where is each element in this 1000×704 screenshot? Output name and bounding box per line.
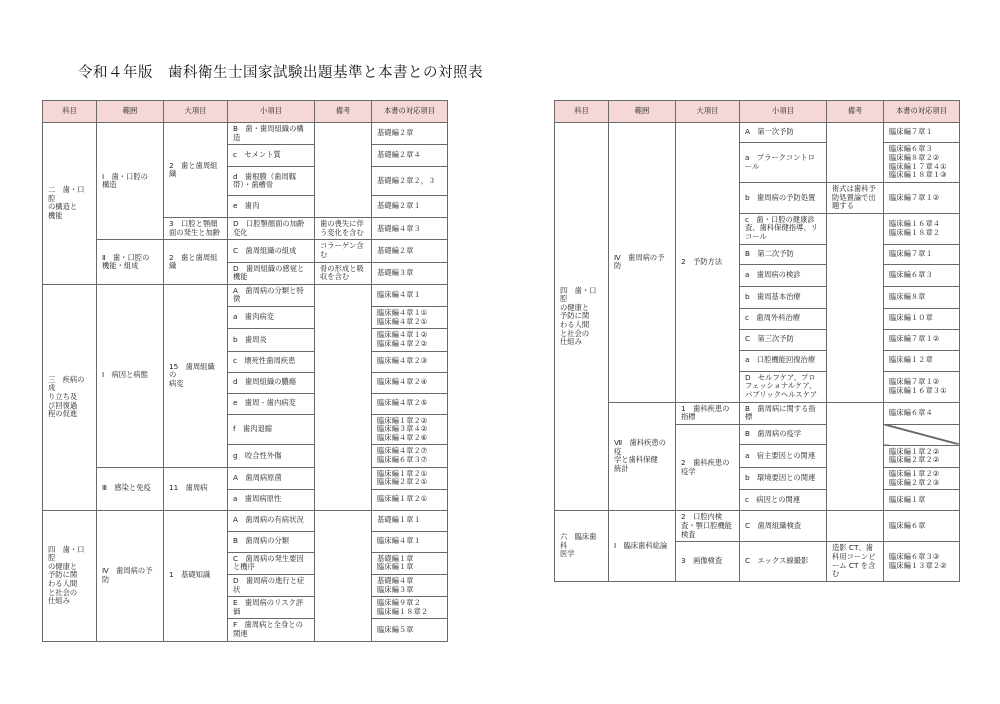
ref-cell: 臨床編７章１② (884, 183, 960, 214)
ref-cell: 基礎編４章３ (372, 218, 448, 240)
ref-cell: 基礎編１章１ (372, 510, 448, 531)
header-minor: 小項目 (740, 101, 827, 123)
major-cell: 11 歯周病 (164, 467, 228, 510)
note-cell: 歯の喪失に伴う変化を含む (315, 218, 372, 240)
minor-cell: a 歯周病原性 (228, 489, 315, 510)
ref-cell: 臨床編１章２② 臨床編２章２② (884, 445, 960, 467)
minor-cell: c 歯・口腔の健康診査、歯科保健指導、リコール (740, 213, 827, 244)
ref-cell: 臨床編６章４ (884, 402, 960, 424)
note-cell (827, 511, 884, 542)
note-cell (827, 402, 884, 511)
note-cell: 造影 CT、歯科用コーンビーム CT を含む (827, 542, 884, 581)
header-subject: 科目 (43, 101, 97, 123)
ref-cell: 基礎編２章２，３ (372, 167, 448, 196)
subject-cell: 三 疾病の成 り立ち及 び回復過 程の促進 (43, 284, 97, 510)
minor-cell: B 歯周病の疫学 (740, 424, 827, 444)
ref-cell: 臨床編５章 (372, 619, 448, 641)
ref-cell: 臨床編１０章 (884, 308, 960, 329)
minor-cell: c 壊死性歯周疾患 (228, 351, 315, 372)
subject-cell: 四 歯・口腔 の健康と 予防に関 わる人間 と社会の 仕組み (555, 123, 609, 511)
subject-cell: 二 歯・口腔 の構造と 機能 (43, 123, 97, 285)
ref-cell: 臨床編１６章４ 臨床編１８章２ (884, 213, 960, 244)
minor-cell: c セメント質 (228, 145, 315, 167)
ref-cell: 臨床編７章１② (884, 329, 960, 350)
note-cell (827, 213, 884, 402)
ref-cell: 臨床編４章２③ (372, 351, 448, 372)
ref-cell: 基礎編３章 (372, 262, 448, 284)
range-cell: Ⅳ 歯周病の予防 (97, 510, 164, 641)
major-cell: 2 歯と歯周組織 (164, 240, 228, 284)
major-cell: 2 口腔内検査・顎口腔機能検査 (676, 511, 740, 542)
minor-cell: d 歯周組織の膿瘍 (228, 372, 315, 393)
minor-cell: A 第一次予防 (740, 123, 827, 143)
note-cell (315, 123, 372, 218)
header-range: 範囲 (609, 101, 676, 123)
minor-cell: a プラークコントロール (740, 143, 827, 183)
minor-cell: F 歯周病と全身との関連 (228, 619, 315, 641)
minor-cell: b 歯周病の予防処置 (740, 183, 827, 214)
ref-cell: 臨床編４章２⑦ 臨床編６章３⑦ (372, 445, 448, 467)
minor-cell: c 病因との関連 (740, 490, 827, 511)
page-title: 令和４年版 歯科衛生士国家試験出題基準と本書との対照表 (78, 65, 483, 81)
ref-cell: 基礎編２章 (372, 123, 448, 145)
minor-cell: D セルフケア、プロフェッショナルケア、パブリックヘルスケア (740, 371, 827, 402)
range-cell: Ⅲ 感染と免疫 (97, 467, 164, 510)
minor-cell: B 第二次予防 (740, 244, 827, 264)
ref-cell: 臨床編７章１② 臨床編１６章３① (884, 371, 960, 402)
minor-cell: e 歯周 - 歯内病変 (228, 393, 315, 414)
minor-cell: B 歯・歯周組織の構造 (228, 123, 315, 145)
header-minor: 小項目 (228, 101, 315, 123)
minor-cell: b 歯周基本治療 (740, 286, 827, 308)
ref-cell: 臨床編１章２① 臨床編２章２① (372, 467, 448, 489)
minor-cell: c 歯周外科治療 (740, 308, 827, 329)
header-range: 範囲 (97, 101, 164, 123)
minor-cell: B 歯周病に関する指標 (740, 402, 827, 424)
minor-cell: C 歯周組織検査 (740, 511, 827, 542)
range-cell: Ⅰ 臨床歯科総論 (609, 511, 676, 581)
minor-cell: A 歯周病の有病状況 (228, 510, 315, 531)
minor-cell: a 歯肉病変 (228, 307, 315, 329)
ref-cell: 臨床編７章１ (884, 123, 960, 143)
minor-cell: C エックス線撮影 (740, 542, 827, 581)
ref-cell: 臨床編１章 (884, 490, 960, 511)
ref-cell: 基礎編２章 (372, 240, 448, 262)
ref-cell: 臨床編８章 (884, 286, 960, 308)
minor-cell: A 歯周病原菌 (228, 467, 315, 489)
minor-cell: D 口腔顎顔面の加齢変化 (228, 218, 315, 240)
ref-cell: 臨床編６章３③ 臨床編１３章２② (884, 542, 960, 581)
ref-cell: 臨床編６章３ 臨床編８章２② 臨床編１７章４① 臨床編１８章１③ (884, 143, 960, 183)
ref-cell: 基礎編４章 臨床編３章 (372, 575, 448, 597)
minor-cell: E 歯周病のリスク評価 (228, 597, 315, 619)
note-cell: 術式は歯科予防処置論で出題する (827, 183, 884, 214)
ref-cell: 基礎編１章 臨床編１章 (372, 552, 448, 574)
ref-cell: 臨床編６章３ (884, 264, 960, 286)
subject-cell: 四 歯・口腔 の健康と 予防に関 わる人間 と社会の 仕組み (43, 510, 97, 641)
ref-cell: 臨床編１章２② 臨床編３章４② 臨床編４章２⑥ (372, 414, 448, 445)
subject-cell: 六 臨床歯科 医学 (555, 511, 609, 581)
major-cell: 15 歯周組織の 病変 (164, 284, 228, 467)
major-cell: 3 画像検査 (676, 542, 740, 581)
minor-cell: C 歯周病の発生要因と機序 (228, 552, 315, 574)
header-subject: 科目 (555, 101, 609, 123)
major-cell: 3 口腔と顎顔面の発生と加齢 (164, 218, 228, 240)
header-note: 備考 (315, 101, 372, 123)
minor-cell: D 歯周病の進行と症状 (228, 575, 315, 597)
ref-cell: 臨床編１章２① (372, 489, 448, 510)
ref-cell: 臨床編４章２⑤ (372, 393, 448, 414)
ref-cell: 臨床編４章１ (372, 531, 448, 552)
minor-cell: a 口腔機能回復治療 (740, 350, 827, 371)
major-cell: 2 予防方法 (676, 123, 740, 403)
range-cell: Ⅰ 歯・口腔の 構造 (97, 123, 164, 240)
ref-cell: 臨床編４章１ (372, 284, 448, 306)
major-cell: 1 基礎知識 (164, 510, 228, 641)
minor-cell: B 歯周病の分類 (228, 531, 315, 552)
blank-ref-cell (884, 424, 960, 445)
major-cell: 1 歯科疾患の 指標 (676, 402, 740, 424)
minor-cell: A 歯周病の分類と特徴 (228, 284, 315, 306)
right-table (554, 100, 960, 582)
minor-cell: b 環境要因との関連 (740, 468, 827, 490)
range-cell: Ⅶ 歯科疾患の疫 学と歯科保健 統計 (609, 402, 676, 511)
ref-cell: 臨床編１２章 (884, 350, 960, 371)
ref-cell: 臨床編６章 (884, 511, 960, 542)
note-cell: 骨の形成と吸収を含む (315, 262, 372, 284)
minor-cell: D 歯周組織の感覚と機能 (228, 262, 315, 284)
header-note: 備考 (827, 101, 884, 123)
note-cell (315, 284, 372, 510)
minor-cell: e 歯肉 (228, 196, 315, 218)
minor-cell: b 歯周炎 (228, 329, 315, 351)
header-major: 大項目 (164, 101, 228, 123)
ref-cell: 基礎編２章４ (372, 145, 448, 167)
range-cell: Ⅰ 病因と病態 (97, 284, 164, 467)
minor-cell: g 咬合性外傷 (228, 445, 315, 467)
note-cell: コラーゲン含む (315, 240, 372, 262)
left-table (42, 100, 448, 642)
header-ref: 本書の対応項目 (372, 101, 448, 123)
minor-cell: C 第三次予防 (740, 329, 827, 350)
range-cell: Ⅳ 歯周病の予防 (609, 123, 676, 403)
ref-cell: 臨床編９章２ 臨床編１８章２ (372, 597, 448, 619)
ref-cell: 臨床編１章２② 臨床編２章２③ (884, 468, 960, 490)
minor-cell: d 歯根膜（歯周靱帯）・歯槽骨 (228, 167, 315, 196)
minor-cell: f 歯肉退縮 (228, 414, 315, 445)
minor-cell: a 歯周病の検診 (740, 264, 827, 286)
major-cell: 2 歯と歯周組織 (164, 123, 228, 218)
minor-cell: C 歯周組織の組成 (228, 240, 315, 262)
range-cell: Ⅱ 歯・口腔の 機能・組成 (97, 240, 164, 284)
ref-cell: 臨床編４章１① 臨床編４章２① (372, 307, 448, 329)
ref-cell: 基礎編２章１ (372, 196, 448, 218)
ref-cell: 臨床編７章１ (884, 244, 960, 264)
major-cell: 2 歯科疾患の 疫学 (676, 424, 740, 510)
note-cell (827, 123, 884, 183)
minor-cell: a 宿主要因との関連 (740, 444, 827, 467)
ref-cell: 臨床編４章１② 臨床編４章２② (372, 329, 448, 351)
header-ref: 本書の対応項目 (884, 101, 960, 123)
ref-cell: 臨床編４章２④ (372, 372, 448, 393)
header-major: 大項目 (676, 101, 740, 123)
note-cell (315, 510, 372, 641)
